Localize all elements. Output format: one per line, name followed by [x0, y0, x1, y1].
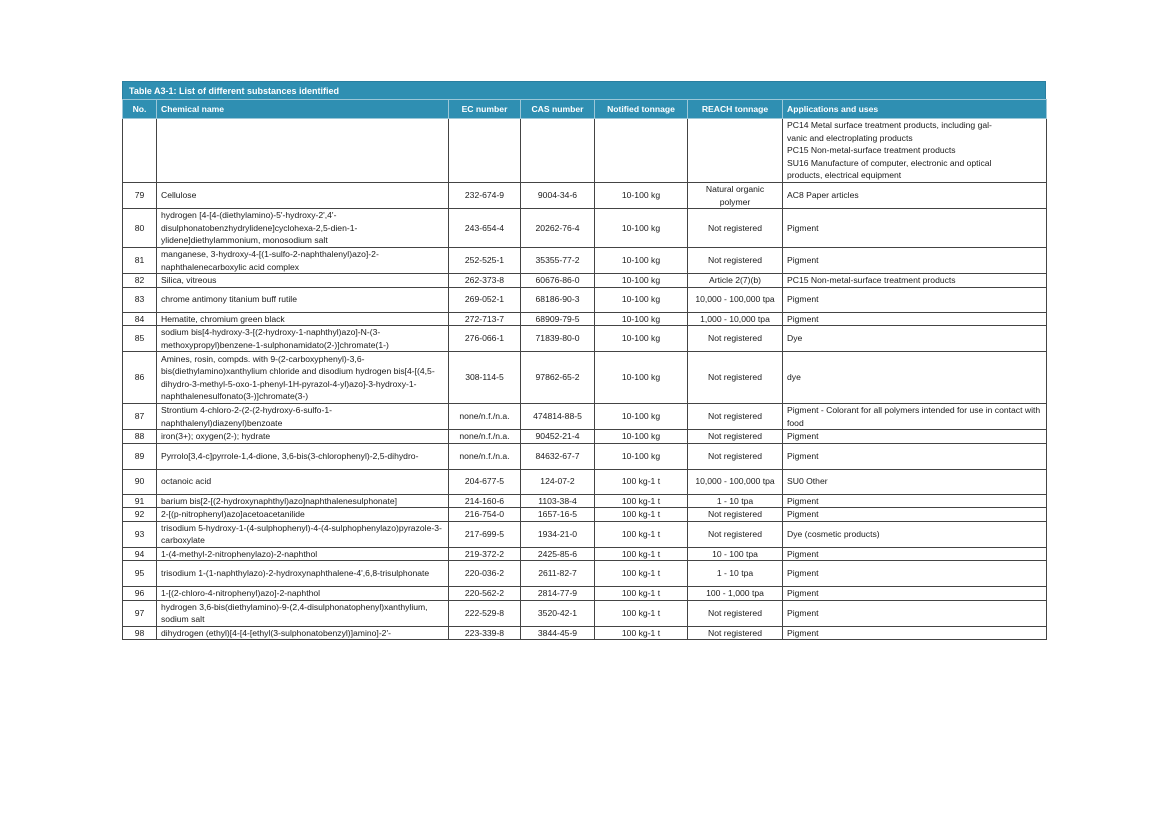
cell-ec-number: none/n.f./n.a.	[449, 404, 521, 430]
cell-reach-tonnage: Not registered	[688, 352, 783, 404]
cell-notified-tonnage: 10-100 kg	[595, 443, 688, 469]
cell-applications	[783, 326, 1047, 352]
cell-no: 95	[123, 561, 157, 587]
cell-ec-number: 220-562-2	[449, 587, 521, 601]
table-row	[123, 561, 1047, 587]
cell-applications	[783, 547, 1047, 561]
cell-chemical-name: Amines, rosin, compds. with 9-(2-carboxyphenyl)-3,6-bis(diethylamino)xanthylium chloride and disodium hydrogen bis[4-[(4,5-dihydro-3-methyl-5-oxo-1-phenyl-1H-pyrazol-4-yl)azo]-3-hydroxy-1-naphthalenesulfonato(3-)]chromate(3-)	[157, 352, 449, 404]
application-line: Pigment	[787, 627, 819, 638]
cell-chemical-name: sodium bis[4-hydroxy-3-[(2-hydroxy-1-naphthyl)azo]-N-(3-methoxypropyl)benzene-1-sulphonamidato(2-)]chromate(1-)	[157, 326, 449, 352]
cell-notified-tonnage: 100 kg-1 t	[595, 508, 688, 522]
cell-reach-tonnage: 10,000 - 100,000 tpa	[688, 287, 783, 312]
cell-chemical-name: barium bis[2-[(2-hydroxynaphthyl)azo]naphthalenesulphonate]	[157, 494, 449, 508]
cell-notified-tonnage: 10-100 kg	[595, 183, 688, 209]
application-line: Pigment	[787, 607, 819, 618]
substances-grid	[122, 99, 1047, 640]
header-applications: Applications and uses	[783, 100, 1047, 119]
cell-ec-number: 222-529-8	[449, 600, 521, 626]
application-line: Pigment	[787, 568, 819, 579]
cell-chemical-name: chrome antimony titanium buff rutile	[157, 287, 449, 312]
cell-reach-tonnage: Not registered	[688, 404, 783, 430]
cell-no: 82	[123, 274, 157, 288]
cell-chemical-name: Cellulose	[157, 183, 449, 209]
table-header	[123, 100, 1047, 119]
table-row	[123, 326, 1047, 352]
cell-cas-number: 2611-82-7	[521, 561, 595, 587]
cell-no: 83	[123, 287, 157, 312]
cell-no	[123, 119, 157, 183]
cell-no: 86	[123, 352, 157, 404]
application-line: dye	[787, 372, 801, 383]
cell-ec-number: 243-654-4	[449, 209, 521, 248]
cell-ec-number: 252-525-1	[449, 248, 521, 274]
cell-cas-number: 9004-34-6	[521, 183, 595, 209]
cell-applications	[783, 443, 1047, 469]
table-row	[123, 626, 1047, 640]
cell-reach-tonnage: Not registered	[688, 600, 783, 626]
cell-cas-number: 35355-77-2	[521, 248, 595, 274]
table-row	[123, 469, 1047, 494]
cell-cas-number: 2814-77-9	[521, 587, 595, 601]
cell-no: 93	[123, 521, 157, 547]
cell-cas-number: 3844-45-9	[521, 626, 595, 640]
application-line: Pigment - Colorant for all polymers intended for use in contact with food	[787, 405, 1041, 428]
cell-chemical-name: dihydrogen (ethyl)[4-[4-[ethyl(3-sulphonatobenzyl)]amino]-2'-	[157, 626, 449, 640]
cell-chemical-name: 1-(4-methyl-2-nitrophenylazo)-2-naphthol	[157, 547, 449, 561]
cell-cas-number: 60676-86-0	[521, 274, 595, 288]
cell-reach-tonnage: Not registered	[688, 508, 783, 522]
cell-cas-number: 1103-38-4	[521, 494, 595, 508]
cell-cas-number: 20262-76-4	[521, 209, 595, 248]
cell-notified-tonnage: 100 kg-1 t	[595, 600, 688, 626]
application-line: PC14 Metal surface treatment products, including gal-	[787, 120, 992, 131]
application-line: Pigment	[787, 509, 819, 519]
application-line: Pigment	[787, 222, 819, 233]
cell-applications	[783, 119, 1047, 183]
cell-reach-tonnage: 1 - 10 tpa	[688, 494, 783, 508]
table-row	[123, 119, 1047, 183]
cell-applications	[783, 404, 1047, 430]
cell-reach-tonnage: Natural organic polymer	[688, 183, 783, 209]
cell-no: 96	[123, 587, 157, 601]
cell-chemical-name: trisodium 5-hydroxy-1-(4-sulphophenyl)-4-(4-sulphophenylazo)pyrazole-3-carboxylate	[157, 521, 449, 547]
header-cas-number: CAS number	[521, 100, 595, 119]
cell-reach-tonnage: 10 - 100 tpa	[688, 547, 783, 561]
table-row	[123, 600, 1047, 626]
cell-no: 80	[123, 209, 157, 248]
cell-cas-number: 68186-90-3	[521, 287, 595, 312]
table-body	[123, 119, 1047, 640]
cell-reach-tonnage: 1 - 10 tpa	[688, 561, 783, 587]
cell-reach-tonnage: Not registered	[688, 626, 783, 640]
application-line: Pigment	[787, 255, 819, 266]
cell-applications	[783, 430, 1047, 444]
cell-chemical-name: 2-[(p-nitrophenyl)azo]acetoacetanilide	[157, 508, 449, 522]
cell-notified-tonnage: 10-100 kg	[595, 312, 688, 326]
header-notified-tonnage: Notified tonnage	[595, 100, 688, 119]
cell-applications	[783, 494, 1047, 508]
cell-ec-number: 204-677-5	[449, 469, 521, 494]
cell-chemical-name: Pyrrolo[3,4-c]pyrrole-1,4-dione, 3,6-bis(3-chlorophenyl)-2,5-dihydro-	[157, 443, 449, 469]
cell-ec-number: 216-754-0	[449, 508, 521, 522]
application-line: Pigment	[787, 548, 819, 559]
cell-ec-number	[449, 119, 521, 183]
cell-chemical-name: 1-[(2-chloro-4-nitrophenyl)azo]-2-naphthol	[157, 587, 449, 601]
cell-no: 87	[123, 404, 157, 430]
cell-ec-number: none/n.f./n.a.	[449, 443, 521, 469]
table-row	[123, 352, 1047, 404]
cell-applications	[783, 469, 1047, 494]
cell-chemical-name: Silica, vitreous	[157, 274, 449, 288]
cell-no: 94	[123, 547, 157, 561]
cell-no: 97	[123, 600, 157, 626]
cell-applications	[783, 183, 1047, 209]
application-line: Pigment	[787, 313, 819, 324]
header-chemical-name: Chemical name	[157, 100, 449, 119]
cell-chemical-name: hydrogen 3,6-bis(diethylamino)-9-(2,4-disulphonatophenyl)xanthylium, sodium salt	[157, 600, 449, 626]
cell-ec-number: 223-339-8	[449, 626, 521, 640]
application-line: Pigment	[787, 588, 819, 598]
cell-cas-number: 84632-67-7	[521, 443, 595, 469]
cell-notified-tonnage	[595, 119, 688, 183]
cell-cas-number: 124-07-2	[521, 469, 595, 494]
cell-reach-tonnage: 1,000 - 10,000 tpa	[688, 312, 783, 326]
cell-applications	[783, 521, 1047, 547]
cell-applications	[783, 508, 1047, 522]
application-line: Dye	[787, 333, 803, 344]
cell-notified-tonnage: 100 kg-1 t	[595, 626, 688, 640]
table-row	[123, 183, 1047, 209]
table-row	[123, 287, 1047, 312]
cell-applications	[783, 209, 1047, 248]
cell-notified-tonnage: 10-100 kg	[595, 352, 688, 404]
cell-no: 91	[123, 494, 157, 508]
application-line: PC15 Non-metal-surface treatment products	[787, 145, 956, 156]
cell-ec-number: 214-160-6	[449, 494, 521, 508]
table-row	[123, 209, 1047, 248]
cell-no: 85	[123, 326, 157, 352]
cell-no: 92	[123, 508, 157, 522]
cell-reach-tonnage: Article 2(7)(b)	[688, 274, 783, 288]
cell-applications	[783, 587, 1047, 601]
application-line: Pigment	[787, 294, 819, 305]
cell-applications	[783, 626, 1047, 640]
table-row	[123, 312, 1047, 326]
cell-reach-tonnage: Not registered	[688, 248, 783, 274]
cell-chemical-name: Strontium 4-chloro-2-(2-(2-hydroxy-6-sulfo-1-naphthalenyl)diazenyl)benzoate	[157, 404, 449, 430]
cell-chemical-name: trisodium 1-(1-naphthylazo)-2-hydroxynaphthalene-4',6,8-trisulphonate	[157, 561, 449, 587]
application-line: Dye (cosmetic products)	[787, 528, 880, 539]
cell-notified-tonnage: 10-100 kg	[595, 326, 688, 352]
cell-notified-tonnage: 10-100 kg	[595, 209, 688, 248]
cell-notified-tonnage: 100 kg-1 t	[595, 521, 688, 547]
cell-cas-number: 1934-21-0	[521, 521, 595, 547]
cell-ec-number: 262-373-8	[449, 274, 521, 288]
table-row	[123, 443, 1047, 469]
cell-reach-tonnage: Not registered	[688, 430, 783, 444]
cell-notified-tonnage: 100 kg-1 t	[595, 587, 688, 601]
cell-no: 89	[123, 443, 157, 469]
cell-no: 98	[123, 626, 157, 640]
cell-reach-tonnage: 10,000 - 100,000 tpa	[688, 469, 783, 494]
cell-reach-tonnage	[688, 119, 783, 183]
header-reach-tonnage: REACH tonnage	[688, 100, 783, 119]
cell-ec-number: 276-066-1	[449, 326, 521, 352]
cell-no: 88	[123, 430, 157, 444]
cell-reach-tonnage: Not registered	[688, 209, 783, 248]
application-line: SU0 Other	[787, 476, 828, 487]
cell-cas-number: 3520-42-1	[521, 600, 595, 626]
cell-chemical-name: octanoic acid	[157, 469, 449, 494]
cell-chemical-name: iron(3+); oxygen(2-); hydrate	[157, 430, 449, 444]
cell-reach-tonnage: 100 - 1,000 tpa	[688, 587, 783, 601]
cell-notified-tonnage: 100 kg-1 t	[595, 494, 688, 508]
table-row	[123, 547, 1047, 561]
cell-ec-number: 308-114-5	[449, 352, 521, 404]
cell-notified-tonnage: 100 kg-1 t	[595, 561, 688, 587]
cell-ec-number: 217-699-5	[449, 521, 521, 547]
cell-no: 81	[123, 248, 157, 274]
cell-cas-number: 474814-88-5	[521, 404, 595, 430]
cell-applications	[783, 287, 1047, 312]
cell-applications	[783, 352, 1047, 404]
table-row	[123, 494, 1047, 508]
application-line: PC15 Non-metal-surface treatment products	[787, 275, 956, 285]
cell-notified-tonnage: 10-100 kg	[595, 287, 688, 312]
cell-ec-number: 219-372-2	[449, 547, 521, 561]
cell-applications	[783, 274, 1047, 288]
cell-notified-tonnage: 10-100 kg	[595, 404, 688, 430]
cell-ec-number: 220-036-2	[449, 561, 521, 587]
cell-cas-number: 71839-80-0	[521, 326, 595, 352]
application-line: Pigment	[787, 431, 819, 441]
application-line: Pigment	[787, 450, 819, 461]
cell-applications	[783, 248, 1047, 274]
application-line: products, electrical equipment	[787, 170, 902, 181]
cell-cas-number	[521, 119, 595, 183]
cell-cas-number: 1657-16-5	[521, 508, 595, 522]
cell-cas-number: 97862-65-2	[521, 352, 595, 404]
cell-ec-number: 272-713-7	[449, 312, 521, 326]
table-row	[123, 430, 1047, 444]
cell-chemical-name	[157, 119, 449, 183]
application-line: vanic and electroplating products	[787, 132, 913, 143]
cell-reach-tonnage: Not registered	[688, 326, 783, 352]
cell-ec-number: none/n.f./n.a.	[449, 430, 521, 444]
cell-chemical-name: manganese, 3-hydroxy-4-[(1-sulfo-2-naphthalenyl)azo]-2-naphthalenecarboxylic acid complex	[157, 248, 449, 274]
application-line: SU16 Manufacture of computer, electronic and optical	[787, 157, 992, 168]
header-no: No.	[123, 100, 157, 119]
table-row	[123, 274, 1047, 288]
cell-cas-number: 68909-79-5	[521, 312, 595, 326]
cell-applications	[783, 600, 1047, 626]
cell-notified-tonnage: 10-100 kg	[595, 248, 688, 274]
cell-applications	[783, 561, 1047, 587]
cell-chemical-name: hydrogen [4-[4-(diethylamino)-5'-hydroxy-2',4'-disulphonatobenzhydrylidene]cyclohexa-2,5-dien-1-ylidene]diethylammonium, monosodium salt	[157, 209, 449, 248]
table-row	[123, 404, 1047, 430]
cell-notified-tonnage: 10-100 kg	[595, 274, 688, 288]
table-caption: Table A3-1: List of different substances identified	[122, 81, 1046, 99]
application-line: Pigment	[787, 495, 819, 506]
cell-ec-number: 232-674-9	[449, 183, 521, 209]
cell-chemical-name: Hematite, chromium green black	[157, 312, 449, 326]
cell-notified-tonnage: 100 kg-1 t	[595, 469, 688, 494]
table-row	[123, 248, 1047, 274]
substances-table	[122, 81, 1046, 640]
cell-cas-number: 90452-21-4	[521, 430, 595, 444]
cell-no: 84	[123, 312, 157, 326]
cell-no: 90	[123, 469, 157, 494]
table-row	[123, 508, 1047, 522]
cell-cas-number: 2425-85-6	[521, 547, 595, 561]
application-line: AC8 Paper articles	[787, 190, 859, 201]
cell-reach-tonnage: Not registered	[688, 443, 783, 469]
header-row	[123, 100, 1047, 119]
cell-applications	[783, 312, 1047, 326]
cell-no: 79	[123, 183, 157, 209]
cell-notified-tonnage: 100 kg-1 t	[595, 547, 688, 561]
cell-ec-number: 269-052-1	[449, 287, 521, 312]
cell-reach-tonnage: Not registered	[688, 521, 783, 547]
table-row	[123, 587, 1047, 601]
cell-notified-tonnage: 10-100 kg	[595, 430, 688, 444]
table-row	[123, 521, 1047, 547]
header-ec-number: EC number	[449, 100, 521, 119]
